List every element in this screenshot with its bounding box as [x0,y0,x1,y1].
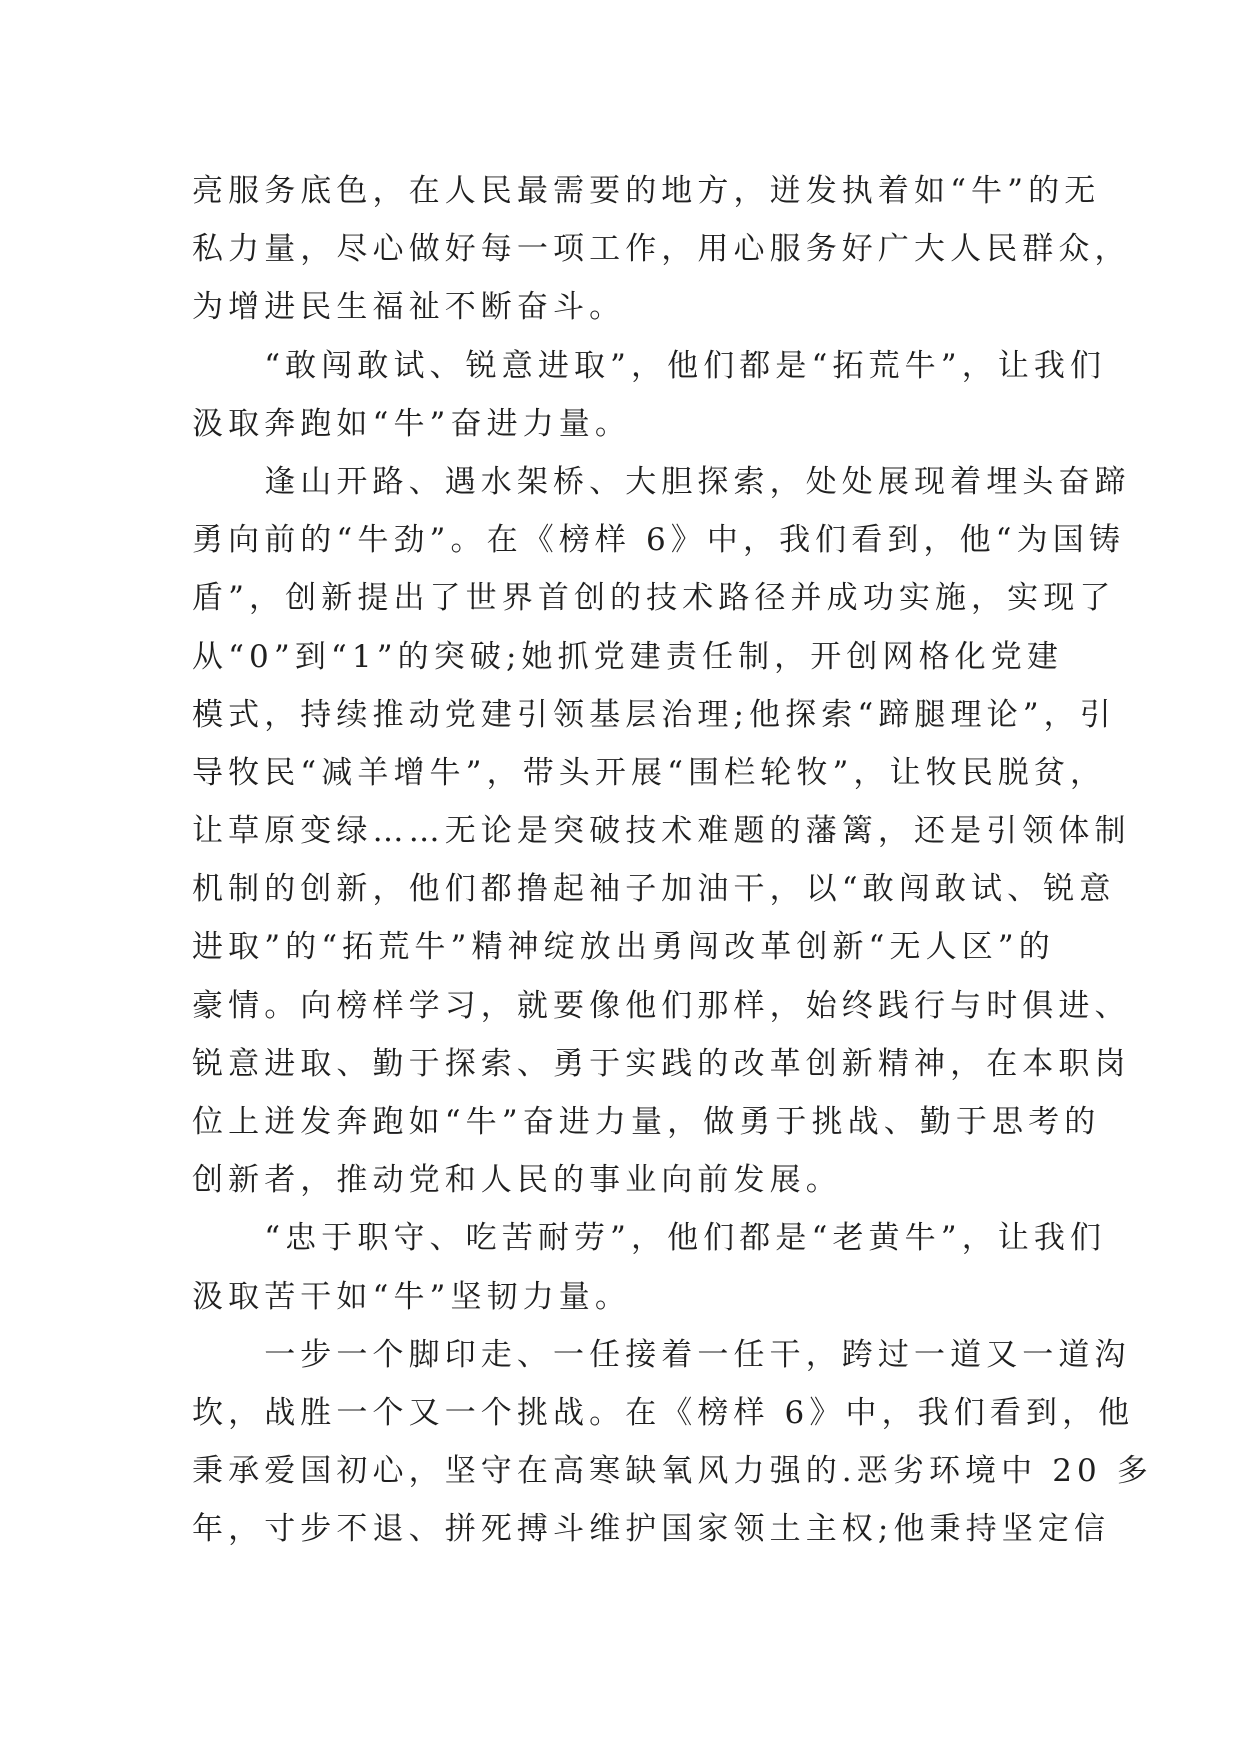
text-line: 年，寸步不退、拼死搏斗维护国家领土主权;他秉持坚定信 [192,1511,1111,1548]
text-line: 逢山开路、遇水架桥、大胆探索，处处展现着埋头奋蹄 [192,463,1131,500]
text-line: 豪情。向榜样学习，就要像他们那样，始终践行与时俱进、 [192,987,1131,1024]
text-line: 锐意进取、勤于探索、勇于实践的改革创新精神，在本职岗 [192,1045,1131,1082]
text-line: 进取”的“拓荒牛”精神绽放出勇闯改革创新“无人区”的 [192,929,1055,966]
text-line: 位上迸发奔跑如“牛”奋进力量，做勇于挑战、勤于思考的 [192,1104,1101,1140]
body-text [192,162,1153,1559]
text-line: “敢闯敢试、锐意进取”，他们都是“拓荒牛”，让我们 [192,347,1107,384]
text-line: 盾”，创新提出了世界首创的技术路径并成功实施，实现了 [192,580,1116,617]
text-line: 私力量，尽心做好每一项工作，用心服务好广大人民群众， [192,231,1131,268]
text-line: 勇向前的“牛劲”。在《榜样 6》中，我们看到，他“为国铸 [192,522,1125,559]
text-line: 汲取苦干如“牛”坚韧力量。 [192,1278,631,1315]
text-line: 让草原变绿……无论是突破技术难题的藩篱，还是引领体制 [192,813,1131,850]
text-line: 模式，持续推动党建引领基层治理;他探索“蹄腿理论”，引 [192,696,1116,733]
text-line: 导牧民“减羊增牛”，带头开展“围栏轮牧”，让牧民脱贫， [192,754,1107,791]
text-line: 一步一个脚印走、一任接着一任干，跨过一道又一道沟 [192,1336,1131,1373]
text-line: 坎，战胜一个又一个挑战。在《榜样 6》中，我们看到，他 [192,1394,1135,1431]
text-line: 创新者，推动党和人民的事业向前发展。 [192,1162,842,1199]
text-line: 亮服务底色，在人民最需要的地方，迸发执着如“牛”的无 [192,173,1101,209]
text-line: 汲取奔跑如“牛”奋进力量。 [192,405,631,442]
text-line: “忠于职守、吃苦耐劳”，他们都是“老黄牛”，让我们 [192,1220,1107,1257]
text-line: 机制的创新，他们都撸起袖子加油干，以“敢闯敢试、锐意 [192,871,1116,908]
text-line: 为增进民生福祉不断奋斗。 [192,289,626,326]
text-line: 秉承爱国初心，坚守在高寒缺氧风力强的.恶劣环境中 20 多 [192,1453,1153,1490]
text-line: 从“0”到“1”的突破;她抓党建责任制，开创网格化党建 [192,638,1063,675]
